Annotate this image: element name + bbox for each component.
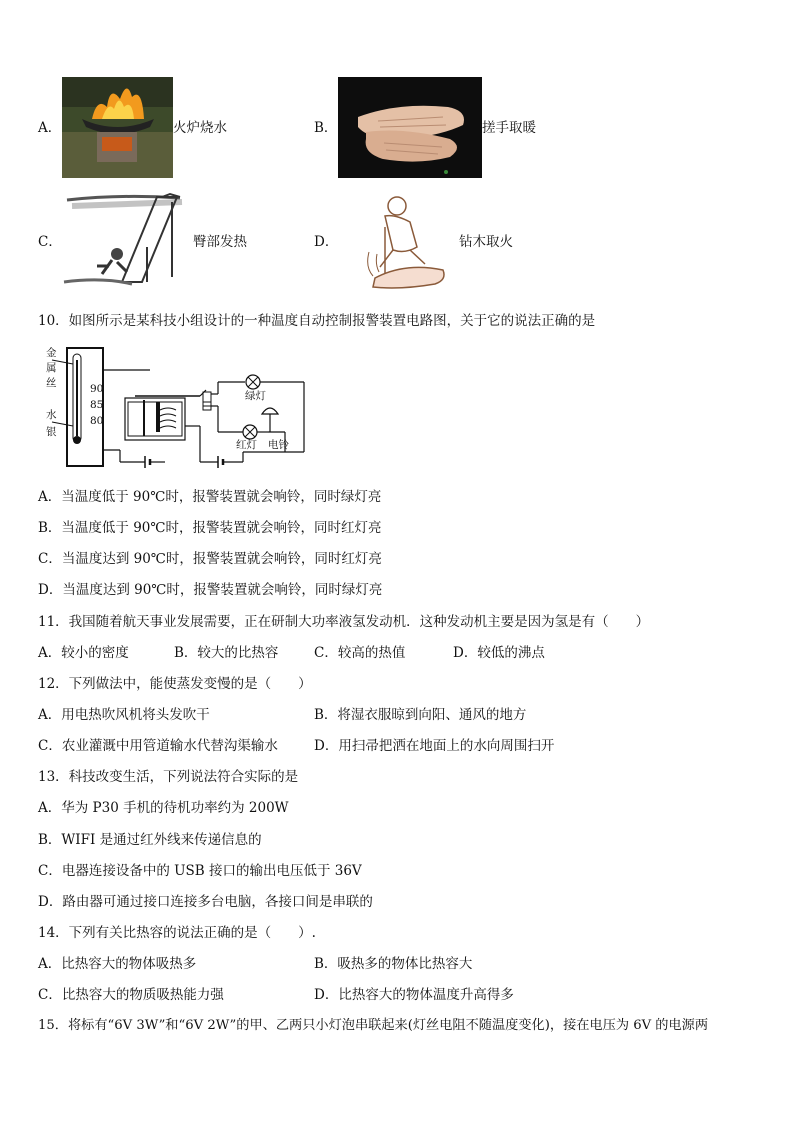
question-12-option-b: B．将湿衣服晾到向阳、通风的地方	[314, 707, 527, 723]
label-jin: 金	[46, 347, 57, 359]
green-lamp-label: 绿灯	[245, 390, 266, 402]
bell-label: 电铃	[268, 439, 289, 451]
option-letter-c: C．	[38, 234, 62, 250]
question-13-option-a: A．华为 P30 手机的待机功率约为 200W	[38, 800, 289, 816]
drilling-wood-fire-image	[355, 192, 451, 292]
question-13-stem: 13．科技改变生活，下列说法符合实际的是	[38, 769, 299, 785]
label-si: 丝	[46, 377, 57, 389]
question-11-option-d: D．较低的沸点	[453, 645, 545, 661]
question-10-option-d: D．当温度达到 90℃时，报警装置就会响铃，同时绿灯亮	[38, 582, 383, 598]
question-12-option-a: A．用电热吹风机将头发吹干	[38, 707, 210, 723]
question-14-option-c: C．比热容大的物质吸热能力强	[38, 987, 224, 1003]
stove-fire-image	[62, 77, 173, 178]
question-10-option-a: A．当温度低于 90℃时，报警装置就会响铃，同时绿灯亮	[38, 489, 382, 505]
question-13-option-c: C．电器连接设备中的 USB 接口的输出电压低于 36V	[38, 863, 362, 879]
scale-85: 85	[90, 399, 104, 411]
question-13-option-d: D．路由器可通过接口连接多台电脑，各接口间是串联的	[38, 894, 373, 910]
option-letter-b: B．	[314, 120, 338, 136]
slide-sketch-image	[62, 192, 192, 292]
option-letter-a: A．	[38, 120, 62, 136]
scale-80: 80	[90, 415, 104, 427]
question-10-stem: 10．如图所示是某科技小组设计的一种温度自动控制报警装置电路图，关于它的说法正确的是	[38, 313, 596, 329]
question-10-option-b: B．当温度低于 90℃时，报警装置就会响铃，同时红灯亮	[38, 520, 382, 536]
red-lamp-label: 红灯	[236, 439, 257, 451]
question-11-option-a: A．较小的密度	[38, 645, 129, 661]
question-11-stem: 11．我国随着航天事业发展需要，正在研制大功率液氢发动机．这种发动机主要是因为氢是有（ ）	[38, 614, 650, 630]
option-text-b: 搓手取暖	[482, 120, 536, 136]
question-11-option-b: B．较大的比热容	[174, 645, 279, 661]
question-14-option-a: A．比热容大的物体吸热多	[38, 956, 197, 972]
question-10-option-c: C．当温度达到 90℃时，报警装置就会响铃，同时红灯亮	[38, 551, 382, 567]
label-shu: 属	[46, 362, 57, 374]
question-15-stem: 15．将标有“6V 3W”和“6V 2W”的甲、乙两只小灯泡串联起来(灯丝电阻不随温度变化)，接在电压为 6V 的电源两	[38, 1018, 709, 1033]
question-14-option-d: D．比热容大的物体温度升高得多	[314, 987, 514, 1003]
option-letter-d: D．	[314, 234, 339, 250]
question-12-stem: 12．下列做法中，能使蒸发变慢的是（ ）	[38, 676, 312, 692]
question-12-option-d: D．用扫帚把洒在地面上的水向周围扫开	[314, 738, 555, 754]
scale-90: 90	[90, 383, 104, 395]
option-text-a: 火炉烧水	[173, 120, 227, 136]
label-shui: 水	[46, 409, 57, 421]
alarm-circuit-diagram	[40, 340, 312, 472]
question-12-option-c: C．农业灌溉中用管道输水代替沟渠输水	[38, 738, 278, 754]
question-14-option-b: B．吸热多的物体比热容大	[314, 956, 473, 972]
option-text-d: 钻木取火	[459, 234, 513, 250]
question-14-stem: 14．下列有关比热容的说法正确的是（ ）.	[38, 925, 316, 941]
rubbing-hands-image	[338, 77, 482, 178]
option-text-c: 臀部发热	[193, 234, 247, 250]
question-11-option-c: C．较高的热值	[314, 645, 406, 661]
question-13-option-b: B．WIFI 是通过红外线来传递信息的	[38, 832, 262, 848]
label-yin: 银	[46, 426, 57, 438]
